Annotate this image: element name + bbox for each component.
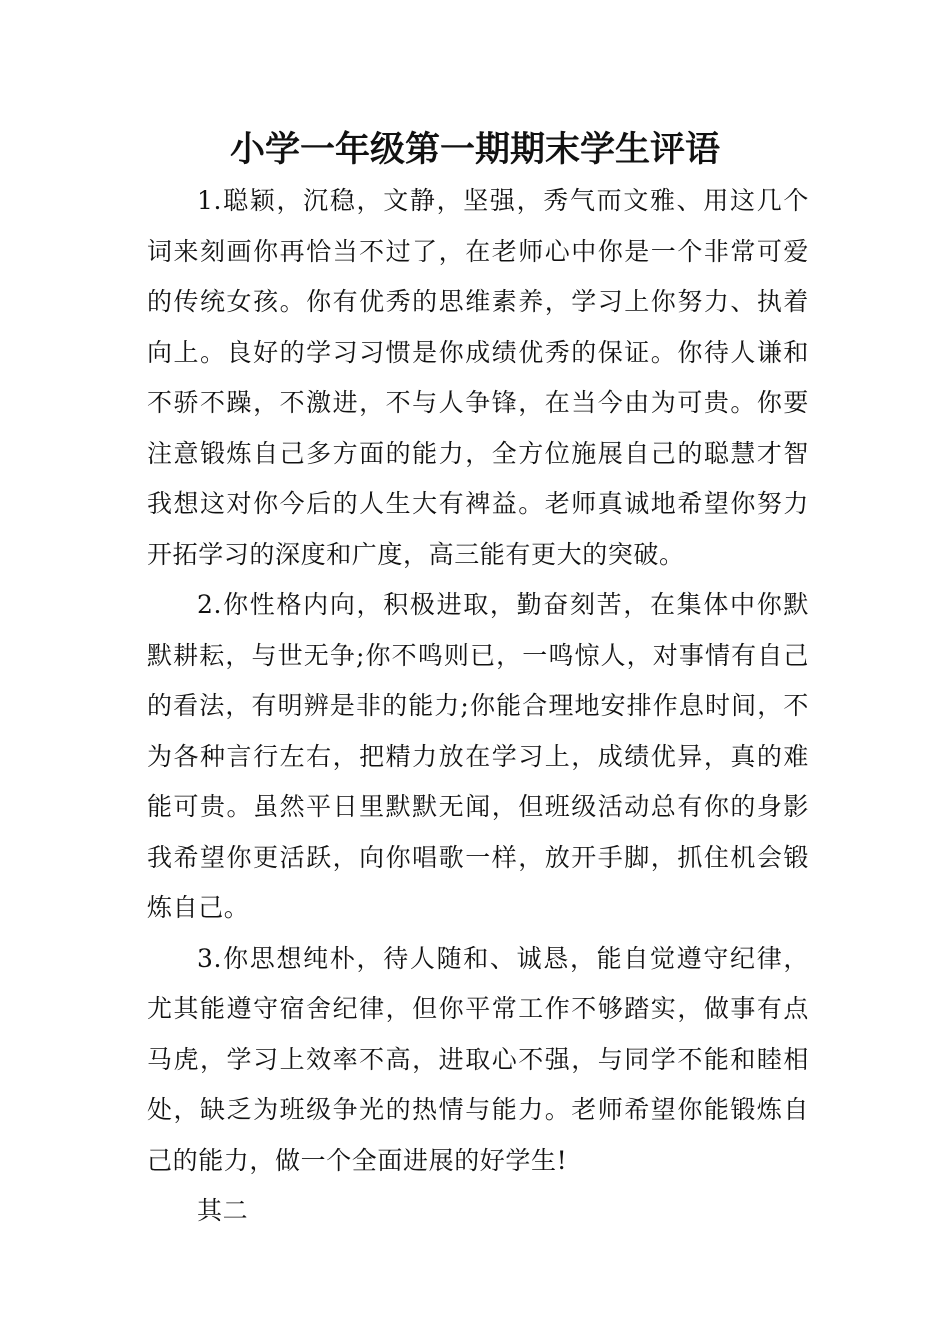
- paragraph-1: 1.聪颖，沉稳，文静，坚强，秀气而文雅、用这几个词来刻画你再恰当不过了，在老师心中你是一个非常可爱的传统女孩。你有优秀的思维素养，学习上你努力、执着向上。良好的学习习惯是你成绩优秀的保证。你待人谦和不骄不躁，不激进，不与人争锋，在当今由为可贵。你要注意锻炼自己多方面的能力，全方位施展自己的聪慧才智我想这对你今后的人生大有裨益。老师真诚地希望你努力开拓学习的深度和广度，高三能有更大的突破。: [147, 186, 809, 569]
- document-body: [147, 176, 809, 1237]
- paragraph-2: 2.你性格内向，积极进取，勤奋刻苦，在集体中你默默耕耘，与世无争;你不鸣则已，一鸣惊人，对事情有自己的看法，有明辨是非的能力;你能合理地安排作息时间，不为各种言行左右，把精力放在学习上，成绩优异，真的难能可贵。虽然平日里默默无闻，但班级活动总有你的身影我希望你更活跃，向你唱歌一样，放开手脚，抓住机会锻炼自己。: [147, 590, 809, 922]
- paragraph-4: 其二: [197, 1196, 249, 1225]
- document-title: 小学一年级第一期期末学生评语: [229, 130, 720, 170]
- paragraph-3: 3.你思想纯朴，待人随和、诚恳，能自觉遵守纪律，尤其能遵守宿舍纪律，但你平常工作不够踏实，做事有点马虎，学习上效率不高，进取心不强，与同学不能和睦相处，缺乏为班级争光的热情与能力。老师希望你能锻炼自己的能力，做一个全面进展的好学生!: [147, 943, 809, 1175]
